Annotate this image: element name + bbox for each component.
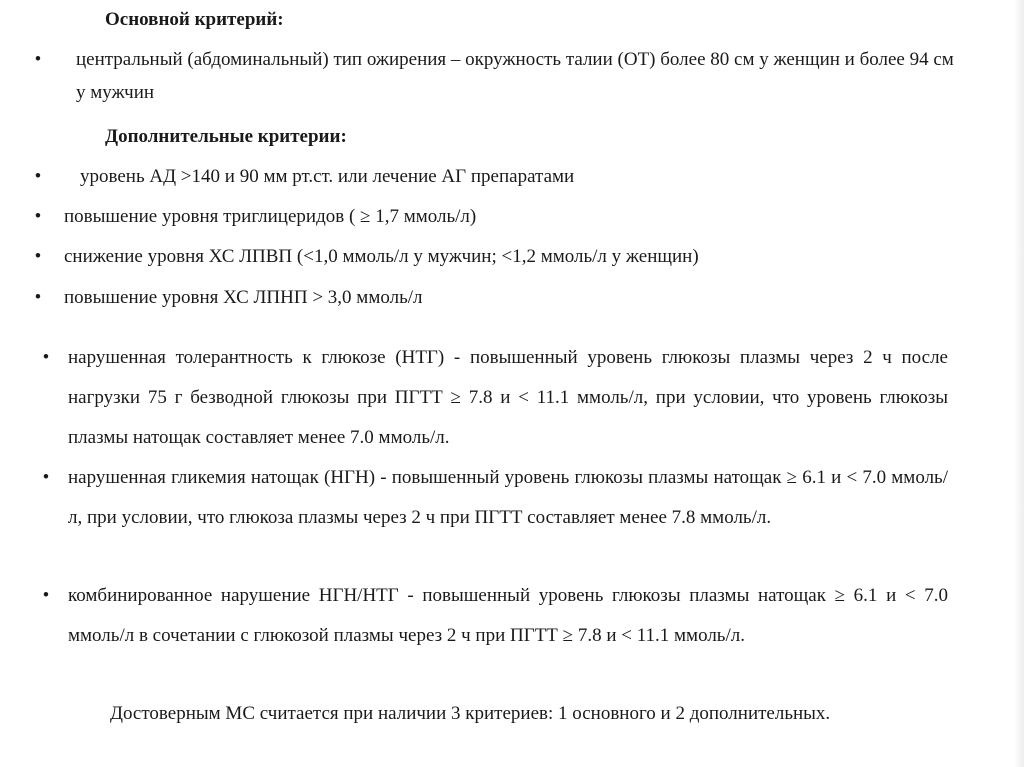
- bullet-icon: •: [34, 246, 42, 267]
- additional-criteria-heading: Дополнительные критерии:: [105, 126, 347, 147]
- additional-criterion-text: повышение уровня триглицеридов ( ≥ 1,7 ммоль/л): [64, 206, 477, 227]
- page-edge-shadow: [1014, 0, 1024, 767]
- additional-criterion-item: [28, 245, 958, 271]
- bullet-icon: •: [42, 467, 50, 488]
- bullet-icon: •: [34, 166, 42, 187]
- glucose-criterion-item: [36, 458, 948, 578]
- main-criterion-text: центральный (абдоминальный) тип ожирения – окружность талии (ОТ) более 80 см у женщин и более 94 см у мужчин: [76, 49, 954, 103]
- additional-criterion-text: снижение уровня ХС ЛПВП (<1,0 ммоль/л у мужчин; <1,2 ммоль/л у женщин): [64, 246, 699, 267]
- main-criterion-item: [28, 48, 958, 108]
- bullet-icon: •: [34, 287, 42, 308]
- conclusion-paragraph: Достоверным МС считается при наличии 3 критериев: 1 основного и 2 дополнительных.: [110, 703, 831, 724]
- additional-criterion-item: [28, 205, 958, 231]
- additional-criterion-text: уровень АД >140 и 90 мм рт.ст. или лечение АГ препаратами: [80, 166, 575, 187]
- additional-criterion-text: повышение уровня ХС ЛПНП > 3,0 ммоль/л: [64, 287, 423, 308]
- bullet-icon: •: [34, 206, 42, 227]
- main-criterion-heading: Основной критерий:: [105, 9, 284, 30]
- bullet-icon: •: [34, 49, 42, 70]
- glucose-criterion-item: [36, 576, 948, 696]
- bullet-icon: •: [42, 347, 50, 368]
- additional-criterion-item: [28, 286, 958, 312]
- additional-criterion-item: [28, 165, 958, 191]
- glucose-criterion-text: нарушенная толерантность к глюкозе (НТГ) - повышенный уровень глюкозы плазмы через 2 ч после нагрузки 75 г безводной глюкозы при ПГТТ ≥ 7.8 и < 11.1 ммоль/л, при условии, что уровень глюкозы плазмы натощак составляет менее 7.0 ммоль/л.: [68, 347, 948, 448]
- bullet-icon: •: [42, 585, 50, 606]
- glucose-criterion-text: нарушенная гликемия натощак (НГН) - повышенный уровень глюкозы плазмы натощак ≥ 6.1 и < 7.0 ммоль/л, при условии, что глюкоза плазмы через 2 ч при ПГТТ составляет менее 7.8 ммоль/л.: [68, 467, 948, 528]
- glucose-criterion-text: комбинированное нарушение НГН/НТГ - повышенный уровень глюкозы плазмы натощак ≥ 6.1 и < 7.0 ммоль/л в сочетании с глюкозой плазмы через 2 ч при ПГТТ ≥ 7.8 и < 11.1 ммоль/л.: [68, 585, 948, 646]
- glucose-criterion-item: [36, 338, 948, 458]
